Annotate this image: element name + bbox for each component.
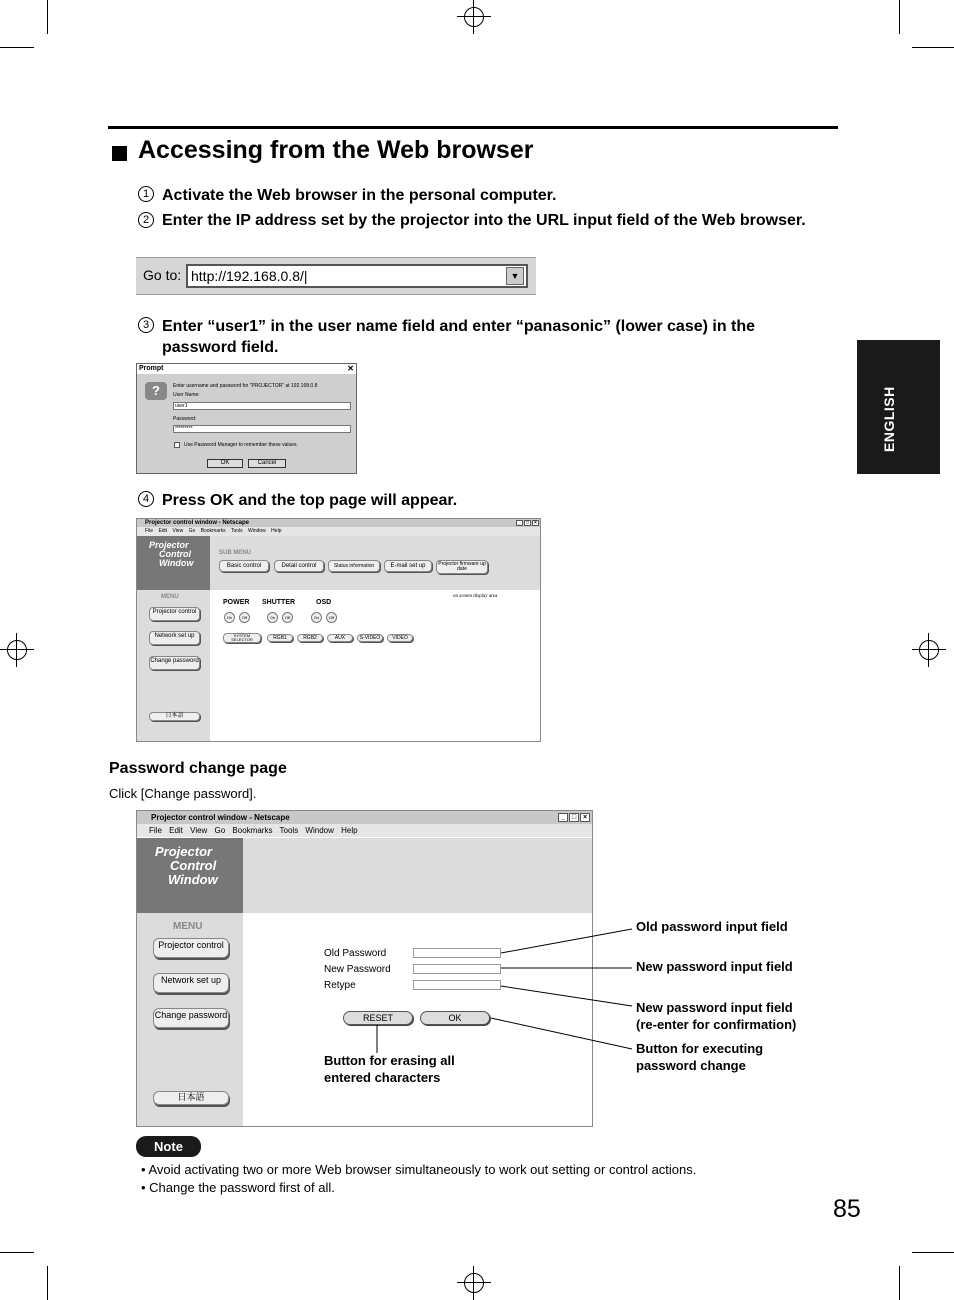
cancel-button[interactable]: Cancel — [248, 459, 286, 468]
shutter-label: SHUTTER — [262, 599, 296, 606]
menu-japanese[interactable]: 日本語 — [153, 1091, 229, 1105]
callout-line: Button for executing — [636, 1041, 764, 1056]
osd-label: OSD — [316, 599, 332, 606]
question-icon: ? — [145, 382, 167, 400]
callout-reset — [324, 1052, 455, 1086]
input-aux[interactable]: AUX — [327, 634, 353, 642]
remember-label: Use Password Manager to remember these values. — [184, 442, 298, 448]
username-field[interactable]: user1 — [173, 402, 351, 410]
osd-on-button[interactable]: On — [311, 612, 322, 623]
input-s-video[interactable]: S-VIDEO — [357, 634, 383, 642]
input-video[interactable]: VIDEO — [387, 634, 413, 642]
dialog-title: Prompt — [139, 365, 164, 372]
menu-change-password[interactable]: Change password — [153, 1008, 229, 1028]
close-icon[interactable]: ✕ — [347, 364, 354, 373]
menubar: File Edit View Go Bookmarks Tools Window Help — [137, 824, 592, 837]
section-instruction: Click [Change password]. — [109, 786, 257, 801]
sub-menu-firmware-update[interactable]: Projector firmware up date — [436, 560, 488, 574]
callout-line: (re-enter for confirmation) — [636, 1017, 797, 1032]
power-label: POWER — [223, 599, 250, 606]
callout-line: New password input field — [636, 1000, 793, 1015]
minimize-icon[interactable]: _ — [558, 813, 568, 822]
callout-retype — [636, 999, 796, 1033]
sub-menu-status-information[interactable]: Status information — [328, 560, 380, 572]
close-icon[interactable]: × — [580, 813, 590, 822]
note-item: • Avoid activating two or more Web browser simultaneously to work out setting or control actions. — [141, 1162, 697, 1177]
callout-line: Button for erasing all — [324, 1053, 455, 1068]
step-number: 3 — [138, 317, 154, 333]
logo-line: Window — [159, 558, 194, 568]
maximize-icon[interactable]: □ — [525, 520, 530, 526]
logo-line: Window — [168, 872, 218, 887]
language-tab-label: ENGLISH — [881, 386, 897, 452]
new-password-label: New Password — [324, 964, 391, 975]
password-label: Password: — [173, 416, 197, 422]
section-heading: Password change page — [109, 760, 287, 777]
window-title: Projector control window - Netscape — [145, 520, 250, 526]
language-tab — [857, 340, 940, 474]
dropdown-arrow-icon[interactable]: ▼ — [506, 267, 524, 285]
logo-line: Control — [170, 858, 217, 873]
dialog-message: Enter username and password for "PROJECTOR" at 192.168.0.8 — [173, 383, 318, 389]
maximize-icon[interactable]: □ — [569, 813, 579, 822]
callout-ok — [636, 1040, 763, 1074]
shutter-off-button[interactable]: Off — [282, 612, 293, 623]
close-icon[interactable]: × — [532, 520, 539, 526]
input-rgb2[interactable]: RGB2 — [297, 634, 323, 642]
retype-label: Retype — [324, 980, 356, 991]
step-text: Activate the Web browser in the personal computer. — [162, 187, 557, 204]
page-number: 85 — [833, 1195, 861, 1223]
reset-button[interactable]: RESET — [343, 1011, 413, 1025]
step-text: Press OK and the top page will appear. — [162, 492, 458, 509]
step-number: 2 — [138, 212, 154, 228]
menu-label: MENU — [173, 921, 203, 932]
url-label: Go to: — [143, 267, 182, 283]
note-item: • Change the password first of all. — [141, 1180, 335, 1195]
ok-button[interactable]: OK — [207, 459, 243, 468]
logo-line: Control — [159, 549, 191, 559]
callout-line: entered characters — [324, 1070, 441, 1085]
logo-line: Projector — [149, 540, 189, 550]
menu-label: MENU — [161, 594, 179, 600]
input-rgb1[interactable]: RGB1 — [267, 634, 293, 642]
ok-button[interactable]: OK — [420, 1011, 490, 1025]
step-text: Enter the IP address set by the projector into the URL input field of the Web browser. — [162, 212, 806, 229]
callout-new-password: New password input field — [636, 959, 793, 974]
shutter-on-button[interactable]: On — [267, 612, 278, 623]
menu-projector-control[interactable]: Projector control — [149, 607, 200, 621]
sub-menu-email-setup[interactable]: E-mail set up — [384, 560, 432, 572]
callout-line: password change — [636, 1058, 746, 1073]
menu-network-setup[interactable]: Network set up — [149, 631, 200, 645]
minimize-icon[interactable]: _ — [516, 520, 523, 526]
note-badge: Note — [136, 1136, 201, 1157]
menu-projector-control[interactable]: Projector control — [153, 938, 229, 958]
old-password-label: Old Password — [324, 948, 387, 959]
osd-off-button[interactable]: Off — [326, 612, 337, 623]
step-number: 4 — [138, 491, 154, 507]
menu-network-setup[interactable]: Network set up — [153, 973, 229, 993]
window-title: Projector control window - Netscape — [151, 813, 290, 822]
step-text: Enter “user1” in the user name field and enter “panasonic” (lower case) in the password field. — [162, 318, 756, 356]
menu-change-password[interactable]: Change password — [149, 656, 200, 670]
logo-line: Projector — [155, 844, 213, 859]
menubar: File Edit View Go Bookmarks Tools Window Help — [137, 527, 540, 536]
username-label: User Name: — [173, 392, 200, 398]
power-off-button[interactable]: Off — [239, 612, 250, 623]
input-system-selector[interactable]: SYSTEM SELECTOR — [223, 633, 261, 643]
sub-menu-basic-control[interactable]: Basic control — [219, 560, 269, 572]
page-title: Accessing from the Web browser — [138, 136, 534, 164]
step-number: 1 — [138, 186, 154, 202]
power-on-button[interactable]: On — [224, 612, 235, 623]
password-field[interactable]: ********* — [173, 425, 351, 433]
sub-menu-detail-control[interactable]: Detail control — [274, 560, 324, 572]
url-value: http://192.168.0.8/| — [191, 268, 308, 284]
callout-old-password: Old password input field — [636, 919, 788, 934]
osd-note: on screen display area — [453, 594, 498, 599]
sub-menu-label: SUB MENU — [219, 550, 252, 556]
menu-japanese[interactable]: 日本語 — [149, 712, 200, 721]
